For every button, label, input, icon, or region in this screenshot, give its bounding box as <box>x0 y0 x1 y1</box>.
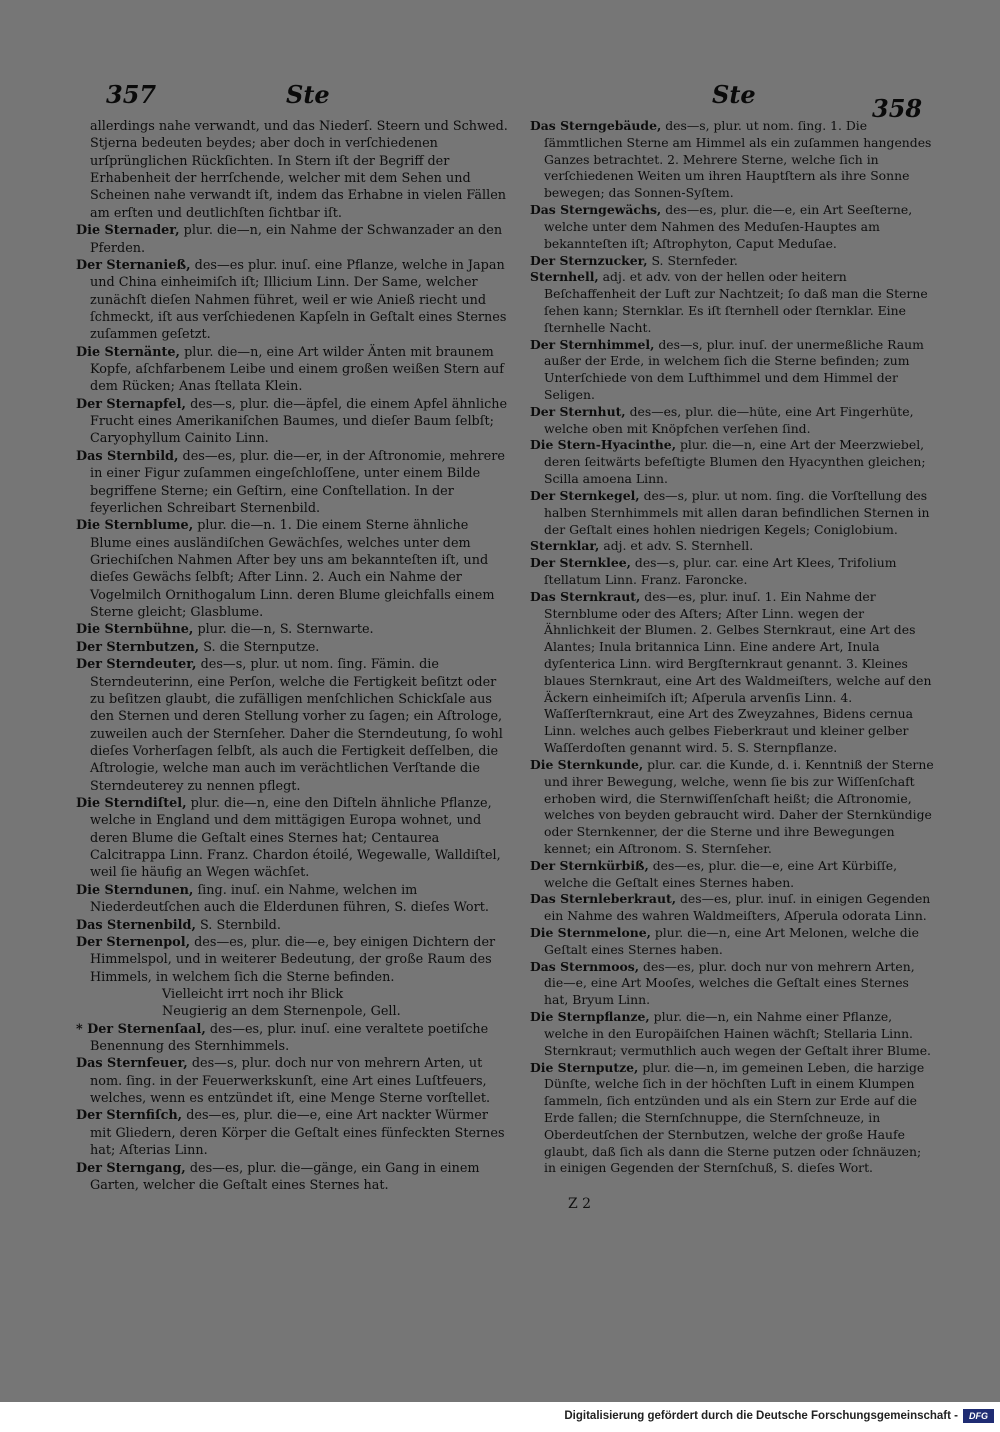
entry-definition: des—s, plur. inuſ. der unermeßliche Raum außer der Erde, in welchem ſich die Sterne befinden; zum Unterſchiede von dem Lufthimmel und dem Himmel der Seligen. <box>544 336 924 402</box>
entry-definition: plur. die—n, eine Art der Meerzwiebel, deren ſeitwärts befeſtigte Blumen den Hyacynthen gleichen; Scilla amoena Linn. <box>544 437 926 487</box>
entry-definition: des—es, plur. doch nur von mehrern Arten, die—e, eine Art Mooſes, welches die Geſtalt eines Sternes hat, Bryum Linn. <box>544 958 915 1008</box>
entry-headword: Die Sternputze, <box>530 1059 639 1075</box>
entry-definition: des—es, plur. inuſ. eine veraltete poetiſche Benennung des Sternhimmels. <box>90 1021 489 1055</box>
entry-definition: des—es plur. inuſ. eine Pflanze, welche in Japan und China einheimiſch iſt; Illicium Linn. Der Same, welcher zunächſt dieſen Nahmen führet, weil er wie Anieß riecht und ſchmeckt, iſt aus verſchiedenen Kapſeln in Geſtalt eines Sternes zuſammen geſetzt. <box>90 257 507 343</box>
entry-headword: Die Sternpflanze, <box>530 1009 650 1025</box>
entry-definition: des—es, plur. die—e, eine Art nackter Würmer mit Gliedern, deren Körper die Geſtalt eines fünfeckten Sternes hat; Aſterias Linn. <box>90 1108 505 1159</box>
verse-text: Vielleicht irrt noch ihr Blick <box>162 986 344 1002</box>
entry-headword: Die Sterndiſtel, <box>76 796 187 812</box>
verse-line <box>76 1003 510 1020</box>
dictionary-entry <box>530 488 934 538</box>
dictionary-entry <box>530 118 934 202</box>
dictionary-entry <box>76 118 510 222</box>
dictionary-entry <box>530 1060 934 1178</box>
dictionary-entry <box>76 882 510 917</box>
dictionary-entry <box>76 934 510 986</box>
entry-definition: ſing. inuſ. ein Nahme, welchen im Niederdeutſchen auch die Elderdunen führen, S. dieſes Wort. <box>90 882 489 916</box>
entry-definition: des—es, plur. inuſ. 1. Ein Nahme der Sternblume oder des Aſters; Aſter Linn. wegen der Ähnlichkeit der Blumen. 2. Gelbes Sternkraut, eine Art des Alantes; Inula britannica Linn. Eine andere Art, Inula dyſenterica Linn. wird Bergſternkraut genannt. 3. Kleines blaues Sternkraut, eine Art des Waldmeiſters, welche auf den Äckern einheimiſch iſt; Aſperula arvenſis Linn. 4. Waſſerſternkraut, eine Art des Zweyzahnes, Bidens cernua Linn. welches auch gelbes Fieberkraut und kleiner gelber Waſſerdoſten genannt wird. 5. S. Sternpflanze. <box>544 588 932 756</box>
entry-definition: des—s, plur. ut nom. ſing. Fämin. die Sterndeuterinn, eine Perſon, welche die Fertigkeit beſitzt oder zu beſitzen glaubt, die zufälligen menſchlichen Schickſale aus den Sternen und deren Stellung vorher zu ſagen; ein Aſtrologe, zuweilen auch der Sternſeher. Daher die Sterndeutung, ſo wohl dieſes Vorherſagen ſelbſt, als auch die Fertigkeit deſſelben, die Aſtrologie, welche man auch im verächtlichen Verſtande die Sterndeuterey zu nennen pflegt. <box>90 657 503 794</box>
entry-definition: des—s, plur. doch nur von mehrern Arten, ut nom. ſing. in der Feuerwerkskunſt, eine Art eines Luſtfeuers, welches, wenn es entzündet iſt, eine Menge Sterne vorſtellet. <box>90 1056 491 1107</box>
entry-definition: plur. die—n, ein Nahme einer Pflanze, welche in den Europäiſchen Hainen wächſt; Stellaria Linn. Sternkraut; vermuthlich auch wegen der Geſtalt ihrer Blume. <box>544 1009 931 1058</box>
entry-headword: Die Sterndunen, <box>76 882 194 898</box>
entry-definition: des—es, plur. die—e, bey einigen Dichtern der Himmelspol, und in weiterer Bedeutung, der große Raum des Himmels, in welchem ſich die Sterne befinden. <box>90 934 496 985</box>
entry-definition: allerdings nahe verwandt, und das Niederſ. Steern und Schwed. Stjerna bedeuten beydes; aber doch in verſchiedenen urſprünglichen Rückſichten. In Stern iſt der Begriff der Erhabenheit der herrſchende, welcher mit dem Sehen und Scheinen nahe verwandt iſt, indem das Erhabne in vielen Fällen am erſten und deutlichſten ſichtbar iſt. <box>90 119 508 221</box>
entry-definition: des—s, plur. ut nom. ſing. die Vorſtellung des halben Sternhimmels mit allen daran befindlichen Sternen in der Geſtalt eines hohlen niedrigen Kegels; Coniglobium. <box>544 487 930 537</box>
entry-headword: Das Sternbild, <box>76 448 179 464</box>
dictionary-entry <box>76 1107 510 1159</box>
dfg-logo: DFG <box>963 1409 994 1423</box>
entry-headword: Der Sternfiſch, <box>76 1108 183 1124</box>
entry-definition: des—es, plur. die—gänge, ein Gang in einem Garten, welcher die Geſtalt eines Sternes hat. <box>90 1160 480 1193</box>
entry-definition: des—s, plur. ut nom. ſing. 1. Die ſämmtlichen Sterne am Himmel als ein zuſammen hangendes Ganzes betrachtet. 2. Mehrere Sterne, welche ſich in verſchiedenen Weiten um ihren Hauptſtern als ihre Sonne bewegen; das Sonnen-Syſtem. <box>544 118 932 201</box>
dictionary-entry <box>530 925 934 959</box>
entry-definition: des—es, plur. inuſ. in einigen Gegenden ein Nahme des wahren Waldmeiſters, Aſperula odorata Linn. <box>544 891 931 924</box>
entry-headword: Das Sterngewächs, <box>530 202 662 218</box>
entry-headword: Das Sternmoos, <box>530 958 640 974</box>
entry-headword: Das Sternkraut, <box>530 588 641 604</box>
entry-headword: Die Sternblume, <box>76 518 194 534</box>
dictionary-entry <box>76 257 510 344</box>
dictionary-entry <box>76 448 510 517</box>
entry-headword: Der Sternhimmel, <box>530 336 655 352</box>
dictionary-entry <box>76 1021 510 1056</box>
entry-headword: Der Sternklee, <box>530 555 631 571</box>
entry-definition: des—s, plur. car. eine Art Klees, Trifolium ſtellatum Linn. Franz. Faroncke. <box>544 555 897 587</box>
dictionary-entry <box>530 437 934 487</box>
entry-headword: Der Sternkürbiß, <box>530 857 649 873</box>
left-page-number: 357 <box>106 80 157 109</box>
verse-text: Neugierig an dem Sternenpole, Gell. <box>162 1004 401 1020</box>
entry-definition: plur. die—n, ein Nahme der Schwanzader an den Pferden. <box>90 223 503 256</box>
dictionary-entry <box>530 404 934 438</box>
dictionary-entry <box>76 795 510 882</box>
entry-headword: Das Sternenbild, <box>76 917 196 933</box>
dictionary-entry <box>530 337 934 404</box>
entry-definition: plur. die—n, eine Art Melonen, welche die Geſtalt eines Sternes haben. <box>544 925 919 957</box>
dictionary-entry <box>76 344 510 396</box>
entry-headword: Die Stern-Hyacinthe, <box>530 437 677 453</box>
dictionary-entry <box>530 538 934 555</box>
entry-headword: Sternhell, <box>530 269 599 285</box>
left-running-head: Ste <box>286 80 330 109</box>
entry-definition: adj. et adv. von der hellen oder heitern Beſchaffenheit der Luft zur Nachtzeit; ſo daß man die Sterne ſehen kann; Sternklar. Es iſt ſternhell oder ſternklar. Eine ſternhelle Nacht. <box>544 269 928 335</box>
dictionary-entry <box>530 757 934 858</box>
entry-headword: Die Sternänte, <box>76 344 180 360</box>
dictionary-entry <box>76 396 510 448</box>
entry-definition: des—es, plur. die—e, ein Art Seeſterne, welche unter dem Nahmen des Meduſen-Hauptes am bekannteſten iſt; Aſtrophyton, Caput Meduſae. <box>544 202 913 251</box>
entry-definition: plur. die—n. 1. Die einem Sterne ähnliche Blume eines ausländiſchen Gewächſes, welches unter dem Griechiſchen Nahmen After bey uns am bekannteſten iſt, und dieſes Gewächs ſelbſt; After Linn. 2. Auch ein Nahme der Vogelmilch Ornithogalum Linn. deren Blume gleichfalls einem Sterne gleicht; Glasblume. <box>90 518 495 621</box>
entry-headword: Die Sternbühne, <box>76 622 194 638</box>
right-running-head: Ste <box>712 80 756 109</box>
dictionary-entry <box>76 917 510 934</box>
left-column <box>76 118 510 1194</box>
entry-headword: Sternklar, <box>530 538 600 554</box>
entry-definition: plur. die—n, eine Art wilder Änten mit braunem Kopfe, aſchfarbenem Leibe und einem großen weißen Stern auf dem Rücken; Anas ſtellata Klein. <box>90 344 505 395</box>
right-page-number: 358 <box>872 94 923 123</box>
dictionary-entry <box>76 621 510 638</box>
entry-definition: plur. die—n, eine den Diſteln ähnliche Pflanze, welche in England und dem mittägigen Europa wohnet, und deren Blume die Geſtalt eines Sternes hat; Centaurea Calcitrappa Linn. Franz. Chardon étoilé, Wegewalle, Walldiſtel, weil ſie häufig an Wegen wächſet. <box>90 796 501 881</box>
entry-definition: plur. die—n, im gemeinen Leben, die harzige Dünſte, welche ſich in der höchſten Luft in einem Klumpen ſammeln, ſich entzünden und als ein Stern zur Erde auf die Erde fallen; die Sternſchnuppe, die Sternſchneuze, in Oberdeutſchen der Sternbutzen, welche der große Haufe glaubt, daß ſich als dann die Sterne putzen oder ſchnäuzen; in einigen Gegenden der Sternſchuß, S. dieſes Wort. <box>544 1059 925 1176</box>
dictionary-entry <box>76 1055 510 1107</box>
entry-headword: Die Sternader, <box>76 223 180 239</box>
entry-definition: plur. car. die Kunde, d. i. Kenntniß der Sterne und ihrer Bewegung, welche, wenn ſie bis zur Wiſſenſchaft erhoben wird, die Sternwiſſenſchaft heißt; die Aſtronomie, welches von beyden gebraucht wird. Daher der Sternkündige oder Sternkenner, der die Sterne und ihre Bewegungen kennet; ein Aſtronom. S. Sternſeher. <box>544 756 934 856</box>
entry-definition: S. die Sternputze. <box>203 639 320 655</box>
dictionary-entry <box>76 222 510 257</box>
entry-definition: des—es, plur. die—hüte, eine Art Fingerhüte, welche oben mit Knöpfchen verſehen ſind. <box>544 403 914 436</box>
dictionary-entry <box>530 269 934 336</box>
entry-headword: Der Sternenpol, <box>76 934 191 950</box>
entry-definition: S. Sternbild. <box>200 917 281 933</box>
dictionary-entry <box>76 639 510 656</box>
entry-headword: Die Sternmelone, <box>530 925 651 940</box>
signature-mark: Z 2 <box>568 1196 592 1212</box>
dictionary-entry <box>530 959 934 1009</box>
dictionary-entry <box>530 202 934 252</box>
entry-headword: Der Sternapfel, <box>76 396 186 412</box>
dictionary-entry <box>530 858 934 892</box>
dictionary-entry <box>76 1160 510 1195</box>
dictionary-entry <box>530 589 934 757</box>
entry-definition: des—es, plur. die—e, eine Art Kürbiſſe, welche die Geſtalt eines Sternes haben. <box>544 857 898 890</box>
dictionary-entry <box>530 253 934 270</box>
entry-headword: * Der Sternenſaal, <box>76 1021 206 1037</box>
verse-line <box>76 986 510 1003</box>
dictionary-entry <box>530 891 934 925</box>
entry-headword: Der Sternbutzen, <box>76 639 200 655</box>
entry-headword: Das Sterngebäude, <box>530 118 662 133</box>
entry-headword: Die Sternkunde, <box>530 756 644 772</box>
funding-credit: Digitalisierung gefördert durch die Deutsche Forschungsgemeinschaft - <box>564 1410 958 1422</box>
entry-definition: des—s, plur. die—äpfel, die einem Apfel ähnliche Frucht eines Amerikaniſchen Baumes, und dieſer Baum ſelbſt; Caryophyllum Cainito Linn. <box>90 396 508 447</box>
entry-headword: Der Sternkegel, <box>530 487 640 503</box>
entry-headword: Das Sternleberkraut, <box>530 891 677 907</box>
entry-definition: adj. et adv. S. Sternhell. <box>603 538 754 554</box>
entry-headword: Der Sternhut, <box>530 403 626 419</box>
entry-definition: des—es, plur. die—er, in der Aſtronomie, mehrere in einer Figur zuſammen eingeſchloſſene, unter einem Bilde begriffene Sterne; ein Geſtirn, eine Conſtellation. In der feyerlichen Schreibart Sternenbild. <box>90 448 505 516</box>
dictionary-entry <box>530 555 934 589</box>
entry-headword: Der Sterndeuter, <box>76 657 197 673</box>
dictionary-entry <box>76 517 510 621</box>
dictionary-entry <box>76 656 510 795</box>
right-column <box>530 118 934 1177</box>
entry-headword: Das Sternfeuer, <box>76 1056 188 1072</box>
entry-definition: plur. die—n, S. Sternwarte. <box>197 622 374 638</box>
dictionary-entry <box>530 1009 934 1059</box>
entry-headword: Der Sternanieß, <box>76 257 191 273</box>
entry-headword: Der Sterngang, <box>76 1160 186 1176</box>
footer-bar <box>0 1402 1000 1432</box>
entry-headword: Der Sternzucker, <box>530 252 648 268</box>
entry-definition: S. Sternfeder. <box>651 252 738 268</box>
